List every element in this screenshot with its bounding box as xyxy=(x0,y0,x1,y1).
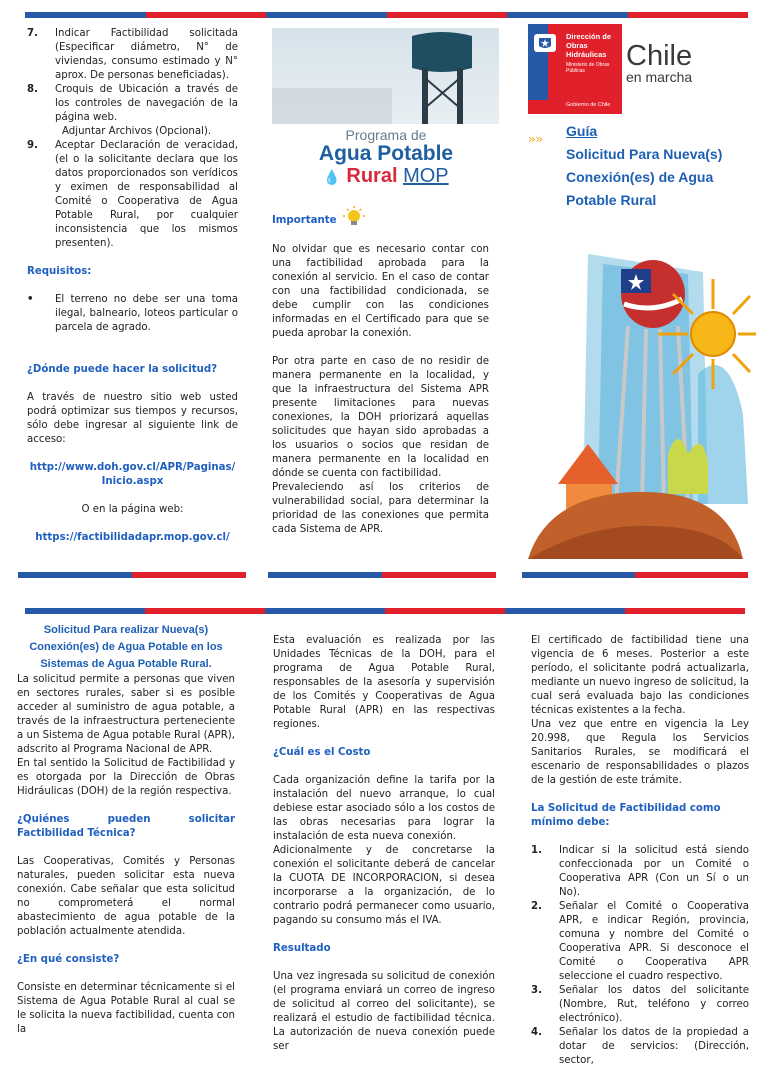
p4-para3: Las Cooperativas, Comités y Personas naturales, pueden solicitar esta nueva conexión. Cabe señalar que esta solicitud no comprometerá el normal abastecimiento de agua potable de la población actualmente atendida. xyxy=(17,856,235,937)
list-item: 2. Señalar el Comité o Cooperativa APR, e indicar Región, provincia, comuna y nombre del Comité o Cooperativa APR. Si desconoce el Comité o Cooperativa APR seleccione el cuadro respectivo. xyxy=(531,901,749,982)
panel-center-top xyxy=(272,28,500,537)
chile-wordmark: Chile xyxy=(626,40,693,72)
importante-heading: Importante xyxy=(272,214,337,226)
p6-para2: Una vez que entre en vigencia la Ley 20.998, que Regula los Servicios Sanitarios Rurales, se modificará el escenario de responsabilidades o plazos de la gestión de este trámite. xyxy=(531,719,749,786)
gov-name: Dirección de Obras Hidráulicas xyxy=(566,32,612,59)
logo-line1: Programa de xyxy=(345,127,427,143)
gov-chile: Gobierno de Chile xyxy=(566,102,611,108)
costo-heading: ¿Cuál es el Costo xyxy=(273,747,371,758)
consiste-heading: ¿En qué consiste? xyxy=(17,954,120,965)
importante-para2: Por otra parte en caso de no residir de manera permanente en la localidad, y que la infraestructura del Sistema APR presente limitaciones para nuevas conexiones, la DOH priorizará aquellas solicitudes que hayan sido aprobadas a los usuarios o socios que residan de manera permanente en la localidad en dónde se cuenta con factibilidad. xyxy=(272,356,489,479)
p5-para4: Una vez ingresada su solicitud de conexión (el programa enviará un correo de ingreso de solicitud al correo del solicitante), se realizará el estudio de factibilidad técnica. La autorización de nueva conexión puede ser xyxy=(273,971,495,1052)
lower-stripe xyxy=(25,608,745,614)
p5-para2: Cada organización define la tarifa por la instalación del nuevo arranque, lo cual debiese estar asociado sólo a los costos de las obras necesarias para lograr la instalación de esta nueva conexión. xyxy=(273,775,495,842)
quienes-heading: ¿Quiénes pueden solicitar Factibilidad Técnica? xyxy=(17,814,235,839)
coat-of-arms-icon xyxy=(530,28,560,58)
importante-row xyxy=(272,206,500,235)
requisitos-heading: Requisitos: xyxy=(27,266,92,277)
mid-stripe-right xyxy=(522,572,748,578)
panel-right-top xyxy=(528,24,756,212)
p4-para1: La solicitud permite a personas que viven en sectores rurales, saber si es posible acceder al suministro de agua potable, a través de la infraestructura perteneciente a un Sistema de Agua potable Rural (APR), adscrito al Programa Nacional de APR. xyxy=(17,674,235,755)
gov-logo xyxy=(528,24,756,114)
list-item: 1. Indicar si la solicitud está siendo confeccionada por un Comité o Cooperativa APR (Con un Sí o un No). xyxy=(531,845,749,898)
importante-para1: No olvidar que es necesario contar con una factibilidad aprobada para la conexión al servicio. En el caso de contar con una factibilidad condicionada, se debe cumplir con las condiciones informadas en el Certificado para que se pueda aprobar la conexión. xyxy=(272,244,489,339)
panel-left-top xyxy=(27,27,238,545)
list-item: 8. Croquis de Ubicación a través de los controles de navegación de la página web. xyxy=(27,84,238,123)
steps-list xyxy=(27,27,238,251)
p5-para1: Esta evaluación es realizada por las Unidades Técnicas de la DOH, para el programa de Agua Potable Rural, responsables de la asesoría y supervisión de los Comités y Cooperativas de Agua Potable Rural (APR) en las respectivas regiones. xyxy=(273,635,495,730)
list-item: 4. Señalar los datos de la propiedad a dotar de servicios: (Dirección, sector, xyxy=(531,1027,749,1066)
link-factibilidad[interactable]: https://factibilidadapr.mop.gov.cl/ xyxy=(35,532,230,543)
p6-para1: El certificado de factibilidad tiene una vigencia de 6 meses. Posterior a este período, el solicitante podrá actualizarla, mediante un nuevo ingreso de solicitud, la cual será evaluada bajo las condiciones técnicas existentes a la fecha. xyxy=(531,635,749,716)
water-drop-icon: 💧 xyxy=(323,169,341,185)
logo-line2: Agua Potable xyxy=(318,142,454,165)
solicitud-heading: Solicitud Para realizar Nueva(s) Conexión(es) de Agua Potable en los Sistemas de Agua Potable Rural. xyxy=(29,624,223,670)
mid-stripe-left xyxy=(18,572,246,578)
water-tower-photo xyxy=(272,28,499,124)
list-item: 7. Indicar Factibilidad solicitada (Especificar diámetro, N° de viviendas, consumo estimado y N° aprox. De personas beneficiadas). xyxy=(27,28,238,81)
list-item: 3. Señalar los datos del solicitante (Nombre, Rut, teléfono y correo electrónico). xyxy=(531,985,749,1024)
panel-center-bottom xyxy=(273,634,495,1054)
minimo-heading: La Solicitud de Factibilidad como mínimo debe: xyxy=(531,803,721,828)
list-item: 9. Aceptar Declaración de veracidad, (el o la solicitante declara que los datos proporcionados son verídicos y eximen de responsabilidad al Comité o Cooperativa de Agua Potable Rural, por cualquier inconsistencia que los mismos presenten). xyxy=(27,140,238,249)
donde-text: A través de nuestro sitio web usted podrá optimizar sus tiempos y recursos, sólo debe ingresar al siguiente link de acceso: xyxy=(27,392,238,445)
importante-para3: Prevaleciendo así los criterios de vulnerabilidad social, para determinar la prioridad de las conexiones que permita cada Sistema de APR. xyxy=(272,482,489,535)
p4-para2: En tal sentido la Solicitud de Factibilidad y es otorgada por la Dirección de Obras Hidráulicas (DOH) de la región respectiva. xyxy=(17,758,235,797)
o-text: O en la página web: xyxy=(81,504,184,515)
illustration xyxy=(528,254,758,569)
link-doh[interactable]: http://www.doh.gov.cl/APR/Paginas/ Inicio.aspx xyxy=(29,462,236,487)
en-marcha-wordmark: en marcha xyxy=(626,69,693,85)
resultado-heading: Resultado xyxy=(273,943,331,954)
list-item: Adjuntar Archivos (Opcional). xyxy=(62,126,212,137)
p4-para4: Consiste en determinar técnicamente si el Sistema de Agua Potable Rural al cual se le solicita la nueva factibilidad, cuenta con la xyxy=(17,982,235,1035)
donde-heading: ¿Dónde puede hacer la solicitud? xyxy=(27,364,218,375)
list-item: • El terreno no debe ser una toma ilegal, balneario, loteos particular o parcela de agrado. xyxy=(27,294,238,333)
logo-line3: 💧 Rural MOP xyxy=(323,165,449,187)
top-stripe xyxy=(25,12,748,18)
guia-label: Guía xyxy=(566,123,598,139)
apr-logo xyxy=(272,128,500,188)
requisitos-list xyxy=(27,293,238,335)
guide-heading xyxy=(528,120,756,212)
arrows-icon: ›› ›› xyxy=(528,132,542,146)
p5-para3: Adicionalmente y de concretarse la conexión el solicitante deberá de cancelar la CUOTA DE INCORPORACION, si desea incorporarse a la organización, de lo contrario podrá permanecer como usuario, pagando su consumo más el IVA. xyxy=(273,845,495,926)
mid-stripe-center xyxy=(268,572,496,578)
gov-ministry: Ministerio de Obras Públicas xyxy=(566,62,610,74)
panel-left-bottom xyxy=(17,622,235,1037)
guide-title: Solicitud Para Nueva(s) Conexión(es) de Agua Potable Rural xyxy=(566,146,723,208)
minimo-list xyxy=(531,844,749,1068)
panel-right-bottom xyxy=(531,634,749,1068)
lightbulb-icon xyxy=(343,206,365,235)
